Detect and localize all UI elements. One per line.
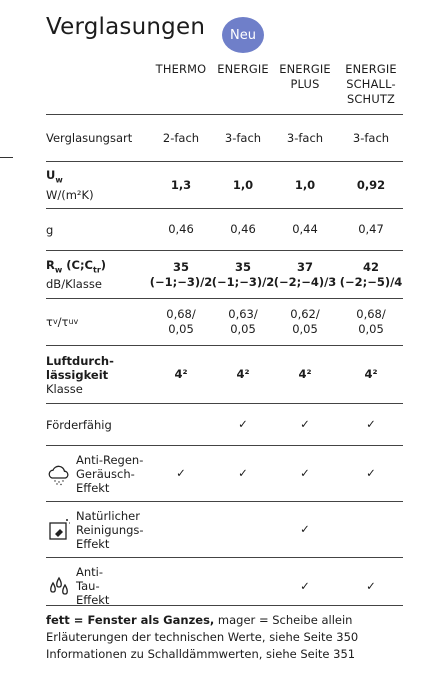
check-mark: ✓ [300, 466, 310, 480]
cell [211, 502, 275, 557]
row-tau [46, 298, 403, 345]
rw-symbol: R [46, 257, 55, 272]
check-mark: ✓ [300, 417, 310, 431]
cell: 3-fach [286, 130, 324, 145]
table-bottom-line [46, 605, 403, 606]
cell [339, 502, 403, 557]
cell: 1,3 [170, 177, 192, 192]
rain-cloud-icon [46, 461, 72, 487]
reinigung-label: Natürlicher Reinigungs- Effekt [76, 508, 144, 551]
row-rw [46, 250, 403, 298]
glazing-table [46, 60, 403, 614]
column-header-thermo: THERMO [155, 62, 207, 76]
footnote-line-2: Erläuterungen der technischen Werte, siehe Seite 350 [46, 630, 359, 644]
cell: 4² [298, 367, 312, 381]
check-mark: ✓ [238, 417, 248, 431]
regen-label: Anti-Regen- Geräusch- Effekt [76, 452, 144, 495]
cell: 4² [174, 367, 188, 381]
row-label: Verglasungsart [46, 131, 133, 145]
new-badge: Neu [222, 17, 264, 53]
row-anti-regen [46, 445, 403, 501]
cell: 0,62/ 0,05 [290, 307, 320, 336]
cell: 3-fach [224, 130, 262, 145]
cell [149, 404, 213, 445]
luft-label-plain: Klasse [46, 381, 83, 396]
row-label [46, 162, 166, 208]
luft-label-bold: Luftdurch- lässigkeit [46, 353, 114, 382]
row-luftdurchlaessigkeit [46, 345, 403, 403]
row-label: g [46, 222, 54, 237]
row-label [46, 346, 166, 403]
cell: 1,0 [294, 177, 316, 192]
check-mark: ✓ [176, 466, 186, 480]
window-cleaning-icon [46, 517, 72, 543]
row-label [46, 502, 166, 557]
footnote-line-3: Informationen zu Schalldämmwerten, siehe Seite 351 [46, 647, 356, 661]
cell: 0,46 [168, 222, 194, 236]
cell: 0,63/ 0,05 [228, 307, 258, 336]
cell: 0,92 [356, 177, 386, 192]
row-uw [46, 161, 403, 208]
rw-label-rest: (C;C [62, 257, 93, 272]
cell: 2-fach [162, 130, 200, 145]
cell: 1,0 [232, 177, 254, 192]
check-mark: ✓ [300, 578, 310, 593]
cell: 37 (−2;−4)/3 [273, 259, 337, 289]
row-label [46, 446, 166, 501]
rw-unit: dB/Klasse [46, 277, 102, 292]
row-g [46, 208, 403, 250]
footnotes [46, 612, 416, 663]
page-title: Verglasungen [46, 14, 206, 40]
check-mark: ✓ [366, 417, 376, 431]
cell: 42 (−2;−5)/4 [339, 259, 403, 289]
check-mark: ✓ [366, 578, 376, 593]
check-mark: ✓ [300, 522, 310, 536]
cell: 0,68/ 0,05 [356, 307, 386, 336]
cell: 4² [236, 367, 250, 381]
cell: 35 (−1;−3)/2 [149, 259, 213, 289]
column-header-energie-schallschutz: ENERGIE SCHALL- SCHUTZ [345, 62, 397, 106]
cell: 0,68/ 0,05 [166, 307, 196, 336]
rw-subscript: w [54, 265, 63, 275]
check-mark: ✓ [238, 466, 248, 480]
cell [149, 502, 213, 557]
rw-subscript-tr: tr [93, 265, 101, 275]
check-mark: ✓ [366, 466, 376, 480]
row-label [46, 251, 166, 298]
margin-line [0, 157, 13, 158]
row-foerderfaehig [46, 403, 403, 445]
uw-subscript: w [55, 175, 63, 185]
footnote-bold: fett = Fenster als Ganzes, [46, 613, 215, 627]
footnote-legend [46, 612, 416, 629]
footnote-normal: mager = Scheibe allein [214, 613, 353, 627]
column-header-energie-plus: ENERGIE PLUS [279, 62, 331, 91]
cell: 0,44 [292, 222, 318, 236]
table-header [46, 60, 403, 114]
row-verglasungsart [46, 114, 403, 161]
cell: 0,47 [358, 222, 384, 236]
cell: 4² [364, 367, 378, 381]
row-label: Förderfähig [46, 417, 112, 432]
column-header-energie: ENERGIE [217, 62, 269, 76]
cell: 0,46 [230, 222, 256, 236]
cell: 35 (−1;−3)/2 [211, 259, 275, 289]
uw-unit: W/(m²K) [46, 187, 94, 202]
row-reinigung [46, 501, 403, 557]
drops-icon [46, 573, 72, 599]
row-label: τ v /τ uv [46, 315, 79, 329]
uw-symbol: U [46, 168, 56, 183]
rw-label-end: ) [100, 257, 107, 272]
cell: 3-fach [352, 130, 390, 145]
tau-effekt-label: Anti- Tau- Effekt [76, 565, 110, 607]
